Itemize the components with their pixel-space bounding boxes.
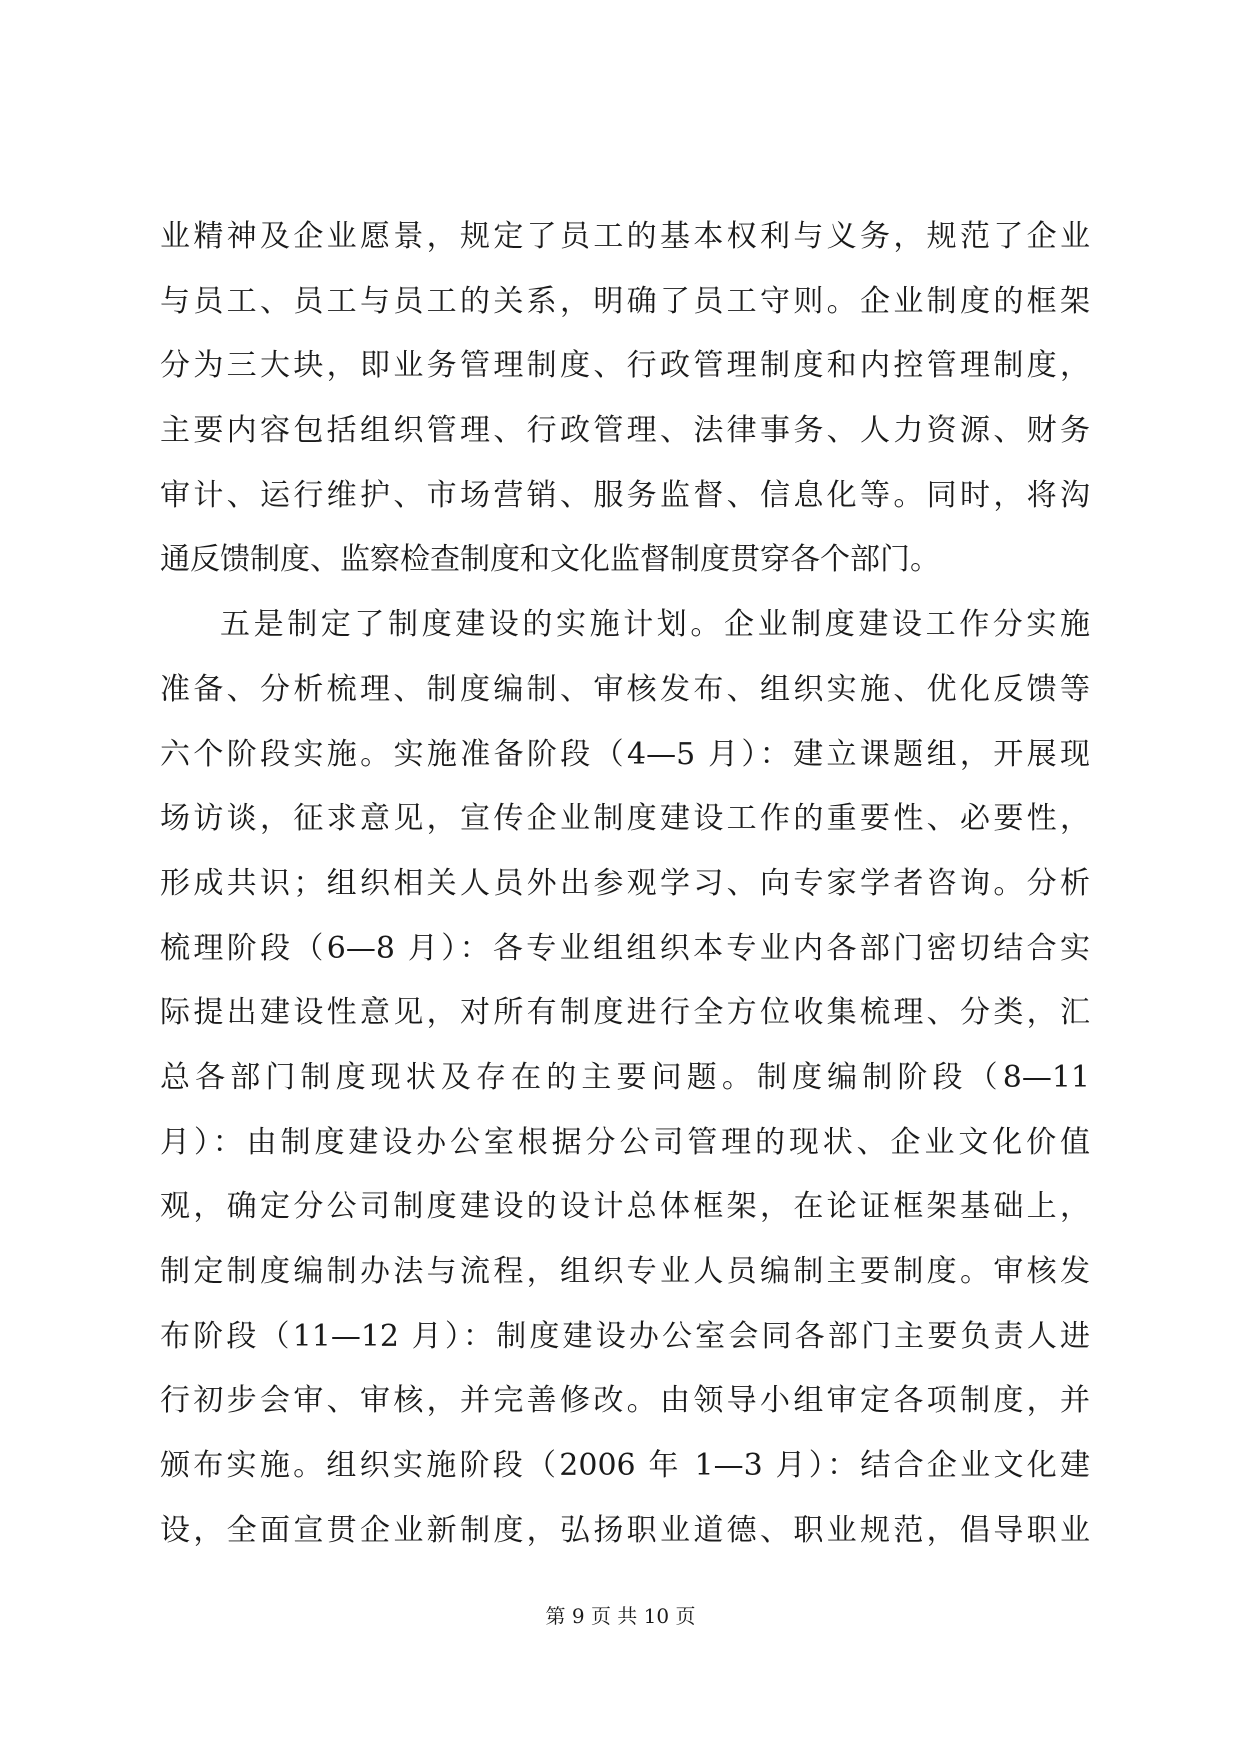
text-line: 业精神及企业愿景，规定了员工的基本权利与义务，规范了企业 (160, 219, 1090, 254)
text-line: 总各部门制度现状及存在的主要问题。制度编制阶段（8—11 (160, 1059, 1090, 1095)
text-line: 行初步会审、审核，并完善修改。由领导小组审定各项制度，并 (160, 1383, 1090, 1419)
document-body (160, 205, 1090, 1563)
paragraph-2 (160, 593, 1090, 1563)
text-line: 五是制定了制度建设的实施计划。企业制度建设工作分实施 (220, 607, 1090, 643)
text-line: 梳理阶段（6—8 月）：各专业组组织本专业内各部门密切结合实 (160, 930, 1090, 966)
text-line: 设，全面宣贯企业新制度，弘扬职业道德、职业规范，倡导职业 (160, 1512, 1090, 1548)
text-line: 颁布实施。组织实施阶段（2006 年 1—3 月）：结合企业文化建 (160, 1448, 1090, 1484)
text-line: 通反馈制度、监察检查制度和文化监督制度贯穿各个部门。 (160, 542, 940, 578)
text-line: 观，确定分公司制度建设的设计总体框架，在论证框架基础上， (160, 1189, 1090, 1225)
text-line: 六个阶段实施。实施准备阶段（4—5 月）：建立课题组，开展现 (160, 736, 1090, 772)
text-line: 场访谈，征求意见，宣传企业制度建设工作的重要性、必要性， (160, 801, 1090, 837)
page-footer (0, 1600, 1241, 1629)
text-line: 分为三大块，即业务管理制度、行政管理制度和内控管理制度， (160, 348, 1090, 384)
text-line: 与员工、员工与员工的关系，明确了员工守则。企业制度的框架 (160, 283, 1090, 319)
text-line: 形成共识；组织相关人员外出参观学习、向专家学者咨询。分析 (160, 865, 1090, 901)
text-line: 制定制度编制办法与流程，组织专业人员编制主要制度。审核发 (160, 1254, 1090, 1289)
text-line: 布阶段（11—12 月）：制度建设办公室会同各部门主要负责人进 (160, 1318, 1090, 1354)
paragraph-1 (160, 205, 1090, 593)
text-line: 准备、分析梳理、制度编制、审核发布、组织实施、优化反馈等 (160, 671, 1090, 707)
text-line: 审计、运行维护、市场营销、服务监督、信息化等。同时，将沟 (160, 477, 1090, 513)
page-number-label: 第 9 页 共 10 页 (545, 1604, 696, 1628)
text-line: 主要内容包括组织管理、行政管理、法律事务、人力资源、财务 (160, 413, 1090, 449)
text-line: 际提出建设性意见，对所有制度进行全方位收集梳理、分类，汇 (160, 995, 1090, 1031)
text-line: 月）：由制度建设办公室根据分公司管理的现状、企业文化价值 (160, 1124, 1090, 1160)
